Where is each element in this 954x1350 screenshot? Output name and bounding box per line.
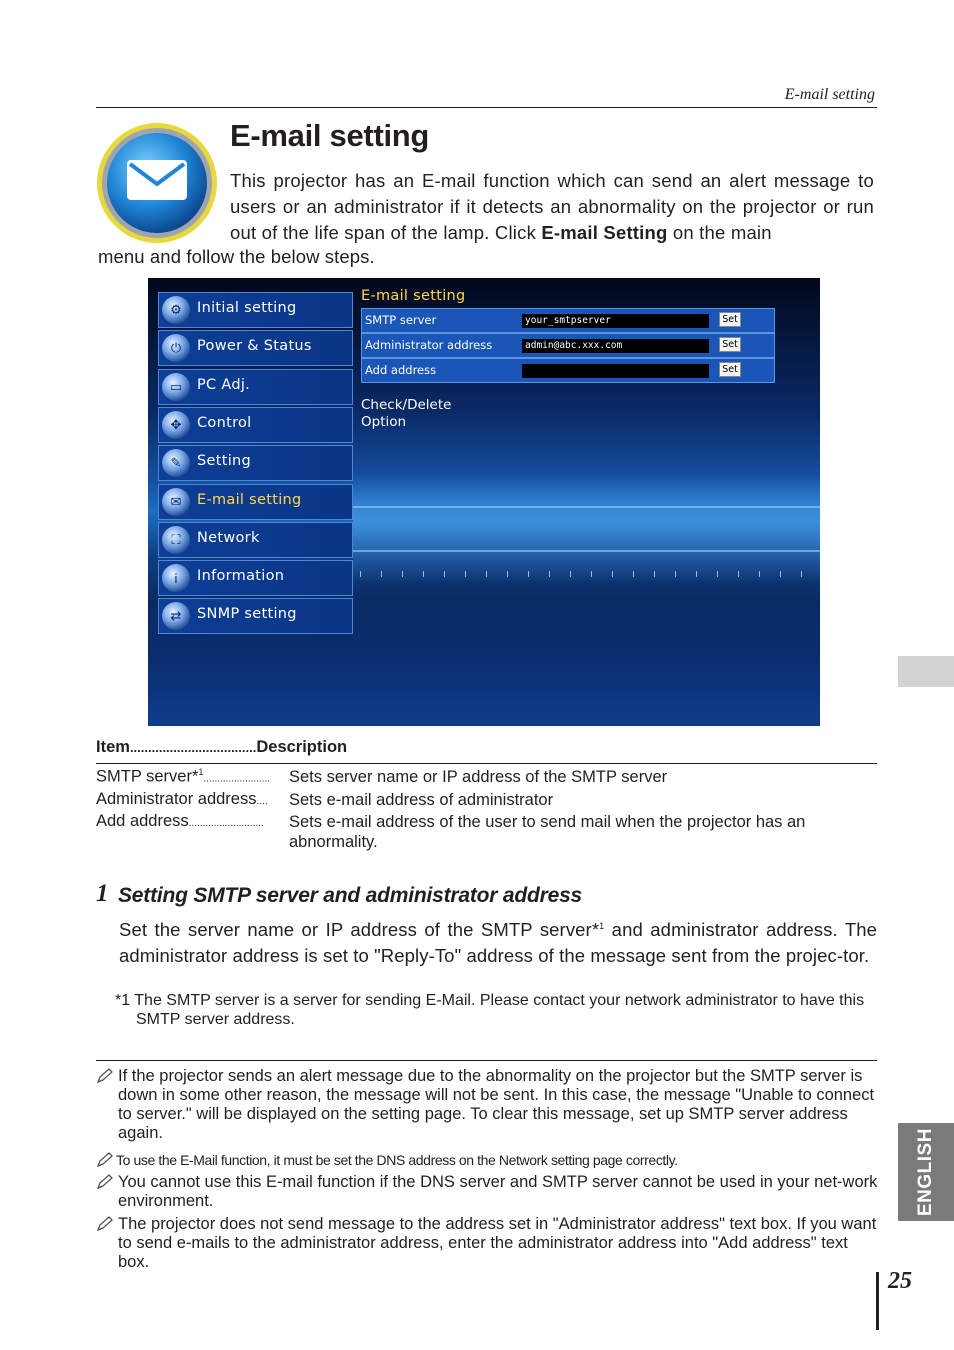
page-number-bar — [876, 1272, 879, 1330]
mail-icon: ✉ — [162, 488, 190, 516]
background-tick — [465, 571, 466, 577]
background-tick — [444, 571, 445, 577]
menu-item-label: SNMP setting — [197, 606, 297, 623]
menu-item-label: Network — [197, 529, 260, 546]
menu-item-label: Setting — [197, 453, 252, 470]
background-tick — [486, 571, 487, 577]
background-tick — [612, 571, 613, 577]
background-tick — [570, 571, 571, 577]
setup-icon: ⚙ — [162, 296, 190, 324]
step-title: Setting SMTP server and administrator address — [118, 884, 583, 907]
field-label: Add address — [365, 363, 437, 377]
background-tick — [423, 571, 424, 577]
background-tick — [507, 571, 508, 577]
notes-divider — [96, 1060, 877, 1061]
background-tick — [675, 571, 676, 577]
background-tick — [528, 571, 529, 577]
side-section-tab — [898, 656, 954, 687]
menu-item-label: Control — [197, 414, 252, 431]
smtp-server-input[interactable]: your_smtpserver — [522, 314, 709, 328]
table-header-description: Description — [256, 738, 348, 756]
page-number: 25 — [888, 1268, 912, 1294]
pencil-note-icon — [96, 1216, 114, 1232]
background-line — [353, 506, 820, 508]
step-number: 1 — [96, 880, 109, 907]
menu-item-label: Initial setting — [197, 300, 297, 316]
background-tick — [717, 571, 718, 577]
table-row: SMTP server*$^1$........................ — [96, 767, 271, 786]
menu-item-label: Power & Status — [197, 338, 312, 355]
menu-item-pc-adj[interactable] — [158, 369, 353, 405]
footnote: *1 The SMTP server is a server for sending E-Mail. Please contact your network administrator to have this SMTP server address. — [115, 992, 865, 1028]
background-tick — [549, 571, 550, 577]
pc-icon: ▭ — [162, 373, 190, 401]
settings-screenshot — [148, 278, 820, 726]
menu-item-e-mail-setting[interactable] — [158, 484, 353, 520]
header-divider — [96, 107, 877, 108]
add-address-set-button[interactable]: Set — [719, 362, 741, 377]
page-title: E-mail setting — [230, 118, 430, 153]
email-icon — [96, 122, 218, 244]
background-tick — [801, 571, 802, 577]
snmp-icon: ⇄ — [162, 602, 190, 630]
administrator-address-row — [361, 333, 775, 358]
power-icon: ⏻ — [162, 334, 190, 362]
table-row: Administrator address.... — [96, 790, 268, 808]
background-tick — [780, 571, 781, 577]
menu-item-label: PC Adj. — [197, 376, 251, 393]
panel-title: E-mail setting — [361, 288, 466, 304]
intro-paragraph-last-line: menu and follow the below steps. — [98, 246, 375, 267]
control-icon: ✥ — [162, 411, 190, 439]
field-label: Administrator address — [365, 338, 493, 352]
table-header-leader: ................................... — [129, 740, 257, 755]
pencil-note-icon — [96, 1068, 114, 1084]
administrator-address-input[interactable]: admin@abc.xxx.com — [522, 339, 709, 353]
intro-bold-link-text: E-mail Setting — [541, 222, 668, 243]
table-header — [96, 738, 347, 757]
section-header-label: E-mail setting — [784, 86, 875, 103]
check-delete-link[interactable]: Check/Delete — [361, 397, 452, 413]
menu-item-label: Information — [197, 568, 285, 585]
language-tab-label: ENGLISH — [915, 1128, 936, 1216]
menu-item-label: E-mail setting — [197, 491, 302, 508]
menu-item-information[interactable] — [158, 560, 353, 596]
background-line — [353, 550, 820, 552]
menu-item-setting[interactable] — [158, 445, 353, 481]
table-row-description: Sets e-mail address of the user to send mail when the projector has an abnormality. — [289, 813, 806, 851]
background-tick — [738, 571, 739, 577]
menu-item-power-status[interactable] — [158, 330, 353, 366]
background-tick — [633, 571, 634, 577]
table-row: Add address........................... — [96, 812, 264, 830]
background-tick — [381, 571, 382, 577]
add-address-input[interactable] — [522, 364, 709, 378]
step-body: Set the server name or IP address of the SMTP server*$^1$ and administrator address. The administrator address is set to "Reply-To" address of the message sent from the projec-tor. — [119, 919, 878, 966]
menu-item-initial-setting[interactable] — [158, 292, 353, 328]
background-tick — [654, 571, 655, 577]
pencil-note-icon — [96, 1174, 114, 1190]
menu-item-network[interactable] — [158, 522, 353, 558]
background-glow — [353, 473, 820, 583]
background-tick — [591, 571, 592, 577]
smtp-server-row — [361, 308, 775, 333]
option-link[interactable]: Option — [361, 414, 407, 430]
background-tick — [360, 571, 361, 577]
table-header-divider — [96, 763, 877, 764]
background-tick — [402, 571, 403, 577]
add-address-row — [361, 358, 775, 383]
background-tick — [696, 571, 697, 577]
field-label: SMTP server — [365, 313, 437, 327]
administrator-set-button[interactable]: Set — [719, 337, 741, 352]
network-icon: ⛶ — [162, 526, 190, 554]
intro-paragraph: This projector has an E-mail function which can send an alert message to users or an administrator if it detects an abnormality on the projector or run out of the life span of the lamp. Click E-mail Setting on the main — [230, 170, 874, 243]
menu-item-control[interactable] — [158, 407, 353, 443]
background-tick — [759, 571, 760, 577]
table-header-item: Item — [96, 738, 130, 756]
menu-item-snmp-setting[interactable] — [158, 598, 353, 634]
table-row-description: Sets e-mail address of administrator — [289, 791, 554, 809]
setting-icon: ✎ — [162, 449, 190, 477]
smtp-set-button[interactable]: Set — [719, 312, 741, 327]
table-row-description: Sets server name or IP address of the SMTP server — [289, 768, 668, 786]
pencil-note-icon — [96, 1152, 114, 1168]
info-icon: i — [162, 564, 190, 592]
